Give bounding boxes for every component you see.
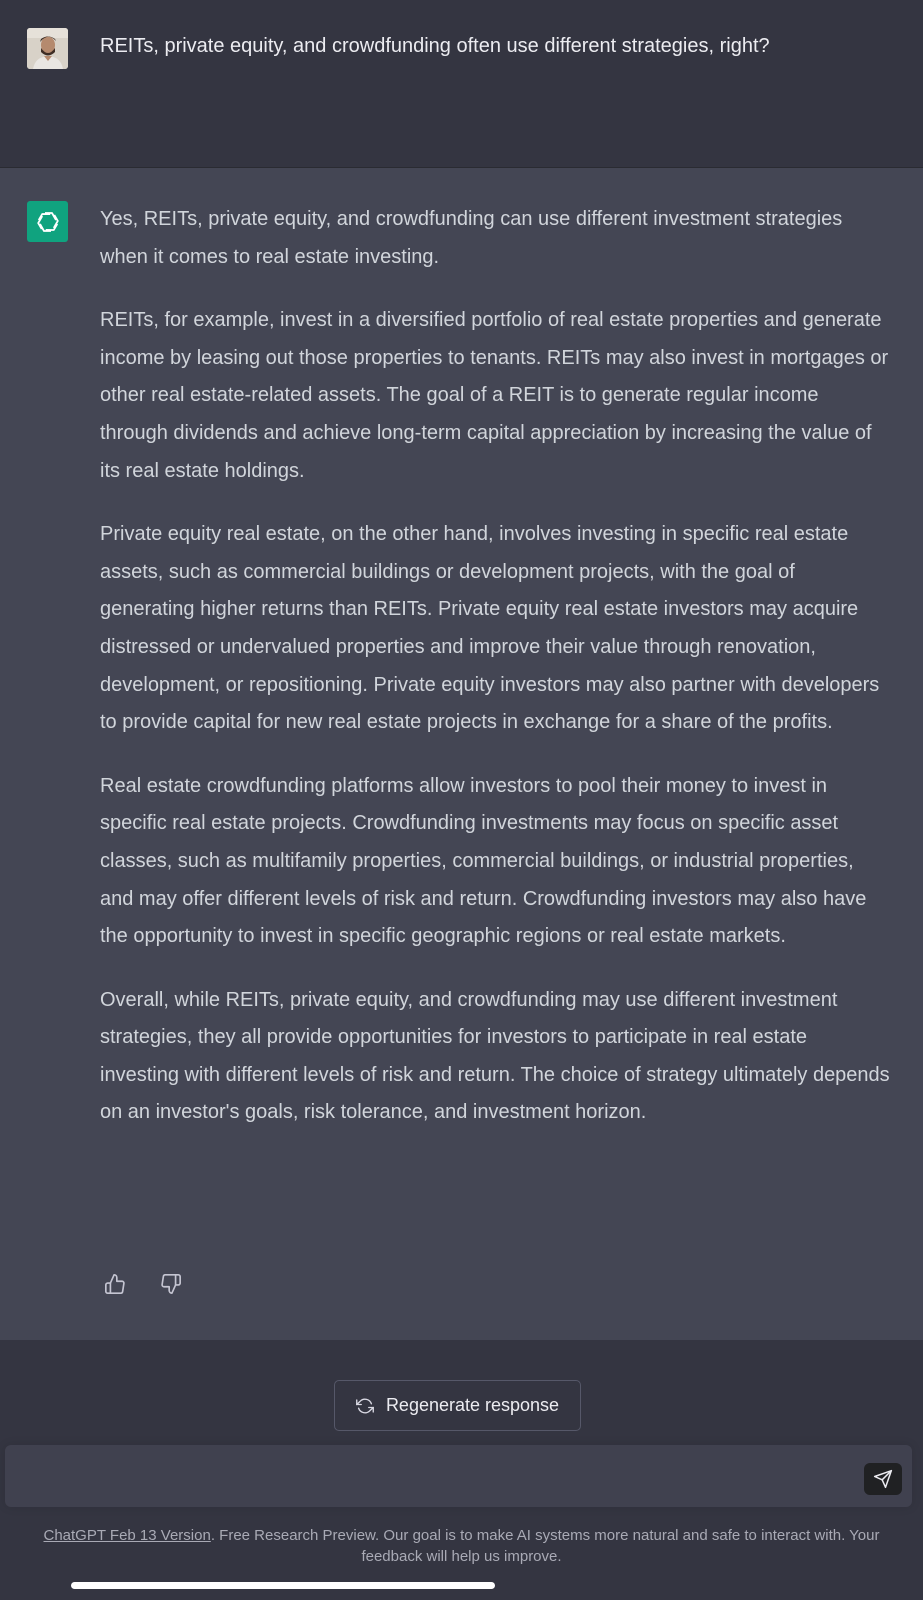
regenerate-label: Regenerate response <box>385 1395 560 1415</box>
send-button[interactable] <box>864 1463 902 1495</box>
send-icon <box>873 1469 893 1489</box>
user-avatar <box>27 28 68 69</box>
user-avatar-image <box>27 28 68 69</box>
answer-paragraph: Real estate crowdfunding platforms allow investors to pool their money to invest in specific real estate projects. Crowdfunding investments may focus on specific asset classes, such as multifamily properties, commercial buildings, or industrial properties, and may offer different levels of risk and return. Crowdfunding investors may also have the opportunity to invest in specific geographic regions or real estate markets. <box>100 774 867 948</box>
home-indicator <box>71 1582 495 1589</box>
regenerate-response-button[interactable] <box>334 1380 581 1431</box>
thumbs-down-icon <box>160 1273 182 1295</box>
answer-paragraph: Overall, while REITs, private equity, and crowdfunding may use different investment strategies, they all provide opportunities for investors to participate in real estate investing with different levels of risk and return. The choice of strategy ultimately depends on an investor's goals, risk tolerance, and investment horizon. <box>100 988 890 1124</box>
footer-text: . Free Research Preview. Our goal is to make AI systems more natural and safe to interact with. Your feedback will help us improve. <box>210 1527 880 1565</box>
message-input[interactable] <box>21 1461 841 1491</box>
footer-disclaimer <box>20 1525 903 1567</box>
feedback-buttons <box>103 1272 183 1296</box>
assistant-message-text <box>100 201 890 1158</box>
thumbs-up-button[interactable] <box>103 1272 127 1296</box>
assistant-message-row <box>0 168 923 1340</box>
version-link[interactable]: ChatGPT Feb 13 Version <box>43 1527 211 1544</box>
message-input-container <box>5 1445 912 1507</box>
openai-logo-icon <box>27 201 68 242</box>
thumbs-up-icon <box>104 1273 126 1295</box>
user-message-row <box>0 0 923 168</box>
refresh-icon <box>356 1397 374 1415</box>
answer-paragraph: REITs, for example, invest in a diversified portfolio of real estate properties and generate income by leasing out those properties to tenants. REITs may also invest in mortgages or other real estate-related assets. The goal of a REIT is to generate regular income through dividends and achieve long-term capital appreciation by increasing the value of its real estate holdings. <box>100 309 889 482</box>
thumbs-down-button[interactable] <box>159 1272 183 1296</box>
user-message-text: REITs, private equity, and crowdfunding often use different strategies, right? <box>100 35 770 57</box>
answer-paragraph: Yes, REITs, private equity, and crowdfunding can use different investment strategies when it comes to real estate investing. <box>100 208 843 268</box>
answer-paragraph: Private equity real estate, on the other hand, involves investing in specific real estate assets, such as commercial buildings or development projects, with the goal of generating higher returns than REITs. Private equity real estate investors may acquire distressed or undervalued properties and improve their value through renovation, development, or repositioning. Private equity investors may also partner with developers to provide capital for new real estate projects in exchange for a share of the profits. <box>100 523 880 734</box>
